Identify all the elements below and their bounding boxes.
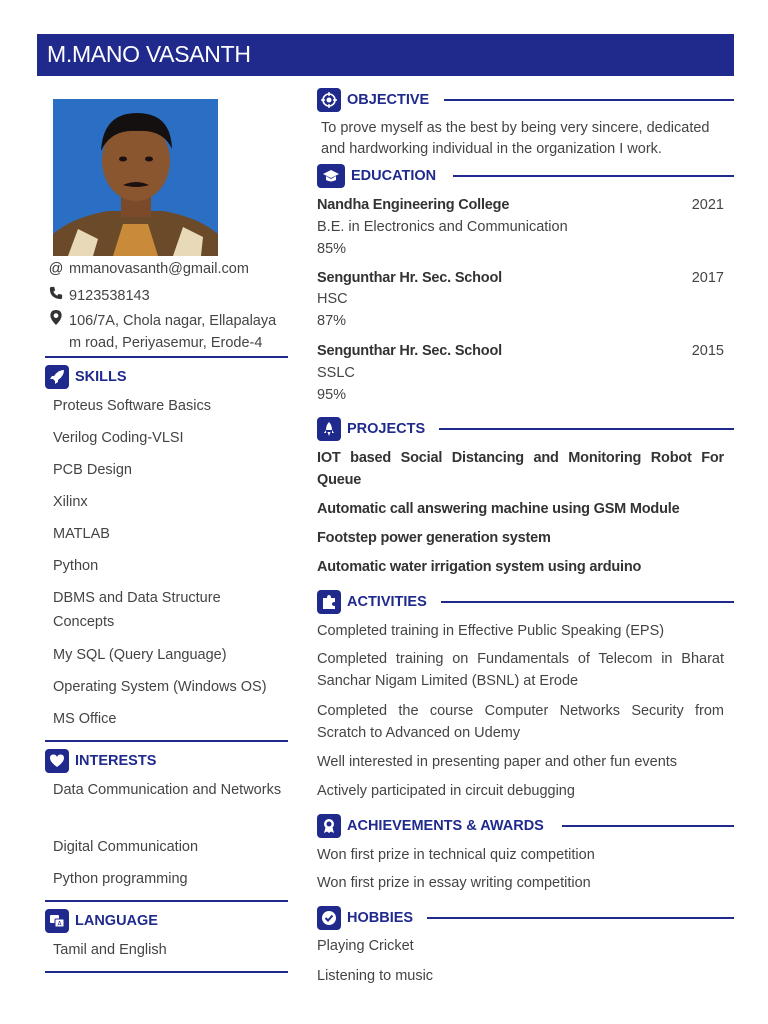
project-item: Automatic water irrigation system using arduino xyxy=(317,559,642,575)
interest-item: Data Communication and Networks xyxy=(53,782,282,798)
language-item: Tamil and English xyxy=(53,942,167,958)
skill-item: DBMS and Data Structure Concepts xyxy=(53,590,221,630)
name-banner xyxy=(37,34,734,76)
achievement-item: Won first prize in essay writing competition xyxy=(317,875,591,891)
section-title: EDUCATION xyxy=(351,168,437,184)
check-circle-icon xyxy=(317,906,341,930)
contact-address-line2: m road, Periyasemur, Erode-4 xyxy=(69,335,263,351)
location-pin-icon xyxy=(48,310,64,329)
education-score: 85% xyxy=(317,241,347,257)
section-rule xyxy=(562,825,734,827)
divider xyxy=(45,900,288,902)
skill-item: PCB Design xyxy=(53,462,132,478)
section-title: OBJECTIVE xyxy=(347,92,430,108)
hobby-item: Playing Cricket xyxy=(317,938,414,954)
contact-email: @ mmanovasanth@gmail.com xyxy=(48,261,249,277)
contact-address: 106/7A, Chola nagar, Ellapalaya xyxy=(48,310,276,329)
section-title: ACTIVITIES xyxy=(347,594,427,610)
phone-icon xyxy=(48,286,64,304)
activity-item: Completed training in Effective Public Speaking (EPS) xyxy=(317,623,665,639)
hobbies-section-header xyxy=(317,906,734,930)
section-rule xyxy=(444,99,734,101)
divider xyxy=(45,971,288,973)
project-item: IOT based Social Distancing and Monitoring Robot For Queue xyxy=(317,450,724,488)
skills-section-header xyxy=(45,365,288,389)
at-icon: @ xyxy=(48,261,64,277)
education-school: Sengunthar Hr. Sec. School xyxy=(317,343,502,359)
section-rule xyxy=(453,175,734,177)
education-school: Nandha Engineering College xyxy=(317,197,510,213)
puzzle-piece-icon xyxy=(317,590,341,614)
achievements-section-header xyxy=(317,814,734,838)
education-degree: B.E. in Electronics and Communication xyxy=(317,219,568,235)
skill-item: Xilinx xyxy=(53,494,88,510)
education-section-header xyxy=(317,164,734,188)
rocket-icon xyxy=(45,365,69,389)
section-rule xyxy=(439,428,734,430)
interest-item: Digital Communication xyxy=(53,839,199,855)
skill-item: Proteus Software Basics xyxy=(53,398,211,414)
award-ribbon-icon xyxy=(317,814,341,838)
education-score: 87% xyxy=(317,313,347,329)
achievement-item: Won first prize in technical quiz competition xyxy=(317,847,595,863)
objective-text: To prove myself as the best by being very sincere, dedicated and hardworking individual in the organization I work. xyxy=(321,120,710,157)
profile-photo-illustration xyxy=(53,99,218,256)
project-item: Footstep power generation system xyxy=(317,530,551,546)
target-icon xyxy=(317,88,341,112)
divider xyxy=(45,356,288,358)
full-name: M.MANO VASANTH xyxy=(47,41,251,67)
translate-icon xyxy=(45,909,69,933)
section-rule xyxy=(427,917,734,919)
activity-item: Well interested in presenting paper and other fun events xyxy=(317,754,678,770)
skill-item: My SQL (Query Language) xyxy=(53,647,227,663)
rocket-launch-icon xyxy=(317,417,341,441)
section-title: SKILLS xyxy=(75,369,127,385)
heart-icon xyxy=(45,749,69,773)
skill-item: Verilog Coding-VLSI xyxy=(53,430,184,446)
section-title: PROJECTS xyxy=(347,421,426,437)
skill-item: Operating System (Windows OS) xyxy=(53,679,267,695)
contact-phone: 9123538143 xyxy=(48,286,150,304)
education-score: 95% xyxy=(317,387,347,403)
graduation-cap-icon xyxy=(317,164,345,188)
section-title: HOBBIES xyxy=(347,910,414,926)
project-item: Automatic call answering machine using GSM Module xyxy=(317,501,680,517)
skill-item: MS Office xyxy=(53,711,117,727)
activity-item: Actively participated in circuit debugging xyxy=(317,783,575,799)
profile-photo xyxy=(53,99,218,256)
education-degree: HSC xyxy=(317,291,348,307)
section-title: ACHIEVEMENTS & AWARDS xyxy=(347,818,544,834)
section-rule xyxy=(441,601,734,603)
activities-section-header xyxy=(317,590,734,614)
hobby-item: Listening to music xyxy=(317,968,434,984)
section-title: INTERESTS xyxy=(75,753,157,769)
projects-section-header xyxy=(317,417,734,441)
education-year: 2021 xyxy=(691,197,724,213)
activity-item: Completed the course Computer Networks Security from Scratch to Advanced on Udemy xyxy=(317,703,724,741)
skill-item: Python xyxy=(53,558,99,574)
svg-text:A: A xyxy=(57,920,62,928)
section-title: LANGUAGE xyxy=(75,913,158,929)
language-section-header xyxy=(45,909,288,933)
education-year: 2017 xyxy=(691,270,724,286)
skill-item: MATLAB xyxy=(53,526,110,542)
objective-section-header xyxy=(317,88,734,112)
divider xyxy=(45,740,288,742)
education-degree: SSLC xyxy=(317,365,355,381)
activity-item: Completed training on Fundamentals of Telecom in Bharat Sanchar Nigam Limited (BSNL) at Erode xyxy=(317,651,724,689)
education-year: 2015 xyxy=(691,343,724,359)
interests-section-header xyxy=(45,749,288,773)
interest-item: Python programming xyxy=(53,871,188,887)
education-school: Sengunthar Hr. Sec. School xyxy=(317,270,502,286)
